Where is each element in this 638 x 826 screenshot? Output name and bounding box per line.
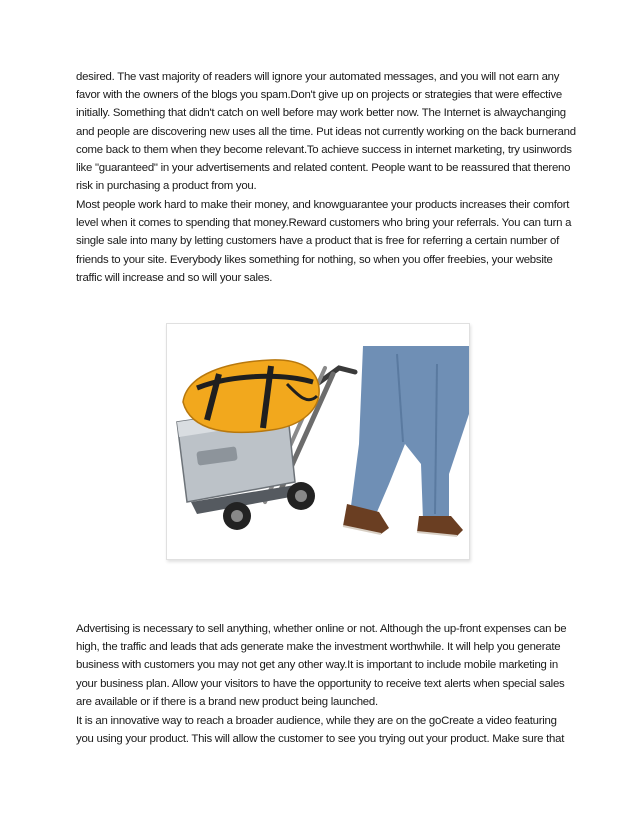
- text-line: like "guaranteed" in your advertisements and related content. People want to be reassured that thereno: [76, 162, 571, 175]
- text-line: favor with the owners of the blogs you spam.Don't give up on projects or strategies that were effective: [76, 89, 562, 102]
- paragraph-1: [76, 68, 576, 195]
- text-line: Most people work hard to make their money, and knowguarantee your products increases their comfort: [76, 199, 570, 211]
- text-line: single sale into many by letting customers have a product that is free for referring a certain number of: [76, 235, 560, 248]
- text-line: Advertising is necessary to sell anything, whether online or not. Although the up-front expenses can be: [76, 623, 567, 635]
- text-line: and people are discovering new uses all the time. Put ideas not currently working on the back burnerand: [76, 125, 576, 138]
- text-line: initially. Something that didn't catch on well before may work better now. The Internet is alwaychanging: [76, 107, 566, 120]
- luggage-cart-photo: [166, 323, 470, 560]
- text-line: you using your product. This will allow the customer to see you trying out your product. Make sure that: [76, 733, 565, 746]
- text-line: high, the traffic and leads that ads generate make the investment worthwhile. It will help you generate: [76, 641, 561, 654]
- text-line: are available or if there is a brand new product being launched.: [76, 695, 378, 708]
- text-line: friends to your site. Everybody likes something for nothing, so when you offer freebies, your website: [76, 253, 553, 266]
- text-line: your business plan. Allow your visitors to have the opportunity to receive text alerts when special sales: [76, 677, 565, 690]
- text-line: It is an innovative way to reach a broader audience, while they are on the goCreate a video featuring: [76, 715, 557, 727]
- text-line: traffic will increase and so will your sales.: [76, 271, 273, 284]
- text-line: come back to them when they become relevant.To achieve success in internet marketing, try usinwords: [76, 143, 572, 156]
- person-pulling-luggage-cart-icon: [167, 324, 469, 559]
- paragraph-3: [76, 620, 576, 711]
- text-line: business with customers you may not get any other way.It is important to include mobile marketing in: [76, 659, 558, 672]
- paragraph-4: [76, 712, 576, 748]
- paragraph-2: [76, 196, 576, 287]
- text-line: risk in purchasing a product from you.: [76, 180, 257, 193]
- text-line: desired. The vast majority of readers will ignore your automated messages, and you will not earn any: [76, 71, 560, 83]
- text-line: level when it comes to spending that money.Reward customers who bring your referrals. You can turn a: [76, 217, 572, 230]
